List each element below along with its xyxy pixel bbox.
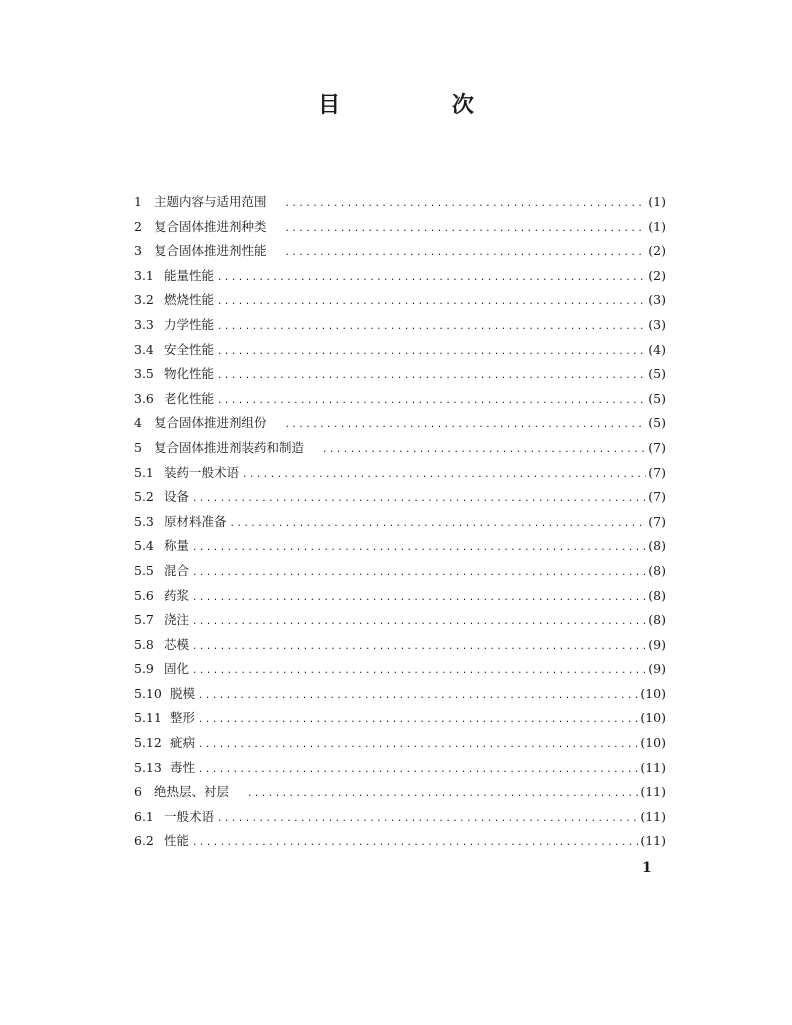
toc-entry-title: 安全性能 — [164, 341, 215, 357]
toc-entry[interactable] — [134, 733, 666, 758]
toc-entry-title: 混合 — [164, 562, 190, 578]
toc-entry-title: 毒性 — [170, 759, 196, 775]
toc-entry-number: 5.6 — [134, 587, 154, 603]
toc-entry-title: 力学性能 — [164, 316, 215, 332]
toc-entry-title: 复合固体推进剂组份 — [154, 415, 267, 431]
toc-entry-number: 2 — [134, 218, 142, 234]
toc-entry-number: 5.8 — [134, 636, 154, 652]
dot-leader — [322, 445, 646, 455]
toc-entry[interactable] — [134, 561, 666, 586]
toc-entry-page: (5) — [648, 390, 666, 406]
dot-leader — [192, 494, 646, 504]
toc-entry-page: (1) — [648, 218, 666, 234]
toc-entry[interactable] — [134, 586, 666, 611]
toc-entry-title: 绝热层、衬层 — [154, 784, 230, 800]
toc-entry-number: 5.2 — [134, 489, 154, 505]
dot-leader — [192, 838, 638, 848]
toc-entry-page: (7) — [648, 464, 666, 480]
toc-entry-title: 复合固体推进剂种类 — [154, 218, 267, 234]
toc-entry[interactable] — [134, 389, 666, 414]
toc-entry-number: 5.5 — [134, 562, 154, 578]
toc-entry-number: 6 — [134, 784, 142, 800]
toc-entry-number: 5.13 — [134, 759, 162, 775]
toc-entry-number: 5.9 — [134, 661, 154, 677]
toc-entry-page: (3) — [648, 316, 666, 332]
toc-entry[interactable] — [134, 536, 666, 561]
toc-entry-number: 5.3 — [134, 513, 154, 529]
toc-entry-title: 浇注 — [164, 612, 190, 628]
dot-leader — [198, 691, 638, 701]
toc-entry-page: (4) — [648, 341, 666, 357]
toc-entry-number: 3.5 — [134, 366, 154, 382]
toc-entry[interactable] — [134, 782, 666, 807]
toc-entry-page: (1) — [648, 194, 666, 209]
toc-entry[interactable] — [134, 364, 666, 389]
dot-leader — [192, 593, 646, 603]
toc-entry-page: (11) — [640, 759, 666, 775]
dot-leader — [217, 396, 646, 406]
toc-entry-title: 一般术语 — [164, 808, 215, 824]
toc-entry-page: (5) — [648, 366, 666, 382]
toc-entry[interactable] — [134, 217, 666, 242]
toc-entry-title: 整形 — [170, 710, 196, 726]
toc-entry[interactable] — [134, 290, 666, 315]
toc-entry-title: 老化性能 — [164, 390, 215, 406]
toc-entry-number: 5.4 — [134, 538, 154, 554]
toc-entry[interactable] — [134, 487, 666, 512]
toc-entry-number: 3.1 — [134, 267, 154, 283]
toc-entry-page: (11) — [640, 808, 666, 824]
toc-entry-title: 芯模 — [164, 636, 190, 652]
dot-leader — [217, 273, 646, 283]
toc-entry-title: 药浆 — [164, 587, 190, 603]
toc-entry-title: 主题内容与适用范围 — [154, 194, 267, 209]
dot-leader — [217, 347, 646, 357]
page-number: 1 — [642, 860, 652, 876]
toc-entry-number: 3.4 — [134, 341, 154, 357]
dot-leader — [217, 297, 646, 307]
toc-entry[interactable] — [134, 340, 666, 365]
dot-leader — [242, 470, 646, 480]
toc-entry-page: (10) — [640, 710, 666, 726]
toc-entry[interactable] — [134, 708, 666, 733]
toc-entry-number: 3.3 — [134, 316, 154, 332]
dot-leader — [285, 420, 647, 430]
toc-entry[interactable] — [134, 315, 666, 340]
toc-entry[interactable] — [134, 192, 666, 217]
toc-entry[interactable] — [134, 512, 666, 537]
toc-entry-title: 物化性能 — [164, 366, 215, 382]
page-title: 目 次 — [318, 92, 526, 118]
toc-entry-title: 装药一般术语 — [164, 464, 240, 480]
toc-entry-page: (11) — [640, 833, 666, 849]
toc-entry-title: 燃烧性能 — [164, 292, 215, 308]
toc-entry-number: 1 — [134, 194, 142, 209]
toc-entry-title: 原材料准备 — [164, 513, 227, 529]
dot-leader — [192, 568, 646, 578]
toc-entry-number: 5.11 — [134, 710, 162, 726]
toc-entry-title: 固化 — [164, 661, 190, 677]
toc-entry-title: 性能 — [164, 833, 190, 849]
toc-entry-page: (2) — [648, 243, 666, 259]
toc-entry-number: 5.7 — [134, 612, 154, 628]
toc-entry-page: (10) — [640, 685, 666, 701]
toc-entry-page: (7) — [648, 489, 666, 505]
dot-leader — [285, 224, 647, 234]
toc-entry[interactable] — [134, 684, 666, 709]
toc-entry-number: 5.1 — [134, 464, 154, 480]
toc-entry[interactable] — [134, 241, 666, 266]
toc-entry-page: (8) — [648, 587, 666, 603]
toc-entry-page: (8) — [648, 562, 666, 578]
toc-entry-title: 复合固体推进剂装药和制造 — [154, 439, 305, 455]
toc-entry-number: 5.12 — [134, 735, 162, 751]
toc-entry-page: (8) — [648, 612, 666, 628]
toc-entry-number: 6.2 — [134, 833, 154, 849]
toc-entry-page: (10) — [640, 735, 666, 751]
dot-leader — [217, 371, 646, 381]
dot-leader — [198, 740, 638, 750]
toc-entry-page: (3) — [648, 292, 666, 308]
toc-entry-title: 能量性能 — [164, 267, 215, 283]
dot-leader — [217, 814, 638, 824]
dot-leader — [247, 789, 638, 799]
toc-entry-title: 设备 — [164, 489, 190, 505]
toc-entry-number: 5.10 — [134, 685, 162, 701]
toc-entry[interactable] — [134, 463, 666, 488]
toc-entry[interactable] — [134, 438, 666, 463]
dot-leader — [230, 519, 647, 529]
toc-entry-number: 4 — [134, 415, 142, 431]
dot-leader — [192, 666, 646, 676]
table-of-contents — [134, 192, 666, 856]
dot-leader — [198, 715, 638, 725]
toc-entry-page: (7) — [648, 439, 666, 455]
toc-entry[interactable] — [134, 413, 666, 438]
dot-leader — [285, 248, 647, 258]
dot-leader — [192, 617, 646, 627]
toc-entry-title: 复合固体推进剂性能 — [154, 243, 267, 259]
dot-leader — [285, 199, 647, 209]
toc-entry[interactable] — [134, 758, 666, 783]
dot-leader — [198, 765, 638, 775]
toc-entry-title: 脱模 — [170, 685, 196, 701]
toc-entry[interactable] — [134, 831, 666, 856]
toc-entry-number: 3 — [134, 243, 142, 259]
toc-entry-page: (7) — [648, 513, 666, 529]
toc-entry[interactable] — [134, 610, 666, 635]
toc-entry-page: (2) — [648, 267, 666, 283]
toc-entry-title: 疵病 — [170, 735, 196, 751]
dot-leader — [217, 322, 646, 332]
toc-entry[interactable] — [134, 807, 666, 832]
toc-entry-page: (9) — [648, 661, 666, 677]
toc-entry-page: (9) — [648, 636, 666, 652]
toc-entry-page: (5) — [648, 415, 666, 431]
toc-entry-number: 3.2 — [134, 292, 154, 308]
toc-entry-title: 称量 — [164, 538, 190, 554]
toc-entry-number: 5 — [134, 439, 142, 455]
toc-entry-number: 6.1 — [134, 808, 154, 824]
toc-entry[interactable] — [134, 266, 666, 291]
dot-leader — [192, 642, 646, 652]
toc-entry-number: 3.6 — [134, 390, 154, 406]
toc-entry[interactable] — [134, 635, 666, 660]
toc-entry-page: (8) — [648, 538, 666, 554]
toc-entry-page: (11) — [640, 784, 666, 800]
toc-entry[interactable] — [134, 659, 666, 684]
dot-leader — [192, 543, 646, 553]
